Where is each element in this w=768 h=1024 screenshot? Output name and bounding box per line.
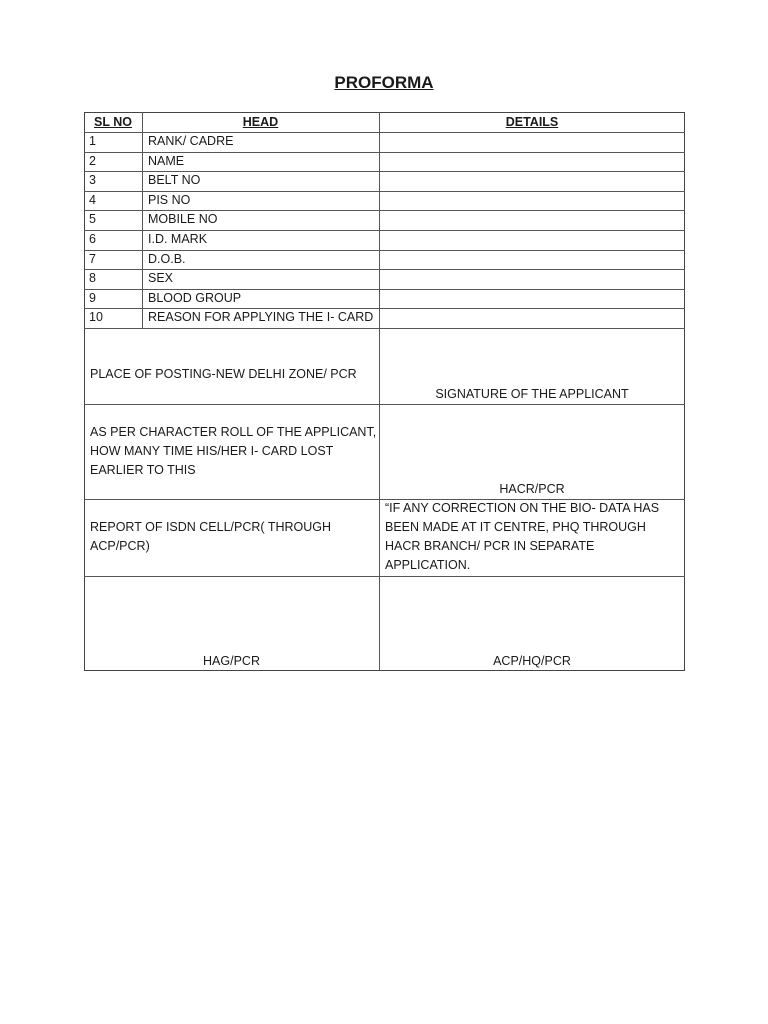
row-sl-no: 9 xyxy=(89,290,96,305)
column-divider xyxy=(142,112,143,328)
row-head: BLOOD GROUP xyxy=(148,290,242,305)
title-text: PROFORMA xyxy=(334,73,434,92)
row-sl-no: 3 xyxy=(89,173,96,188)
row-sl-no: 10 xyxy=(89,310,103,325)
character-roll-line: HOW MANY TIME HIS/HER I- CARD LOST xyxy=(90,444,334,458)
isdn-line: ACP/PCR) xyxy=(90,539,150,553)
row-sl-no: 4 xyxy=(89,192,96,207)
isdn-line: REPORT OF ISDN CELL/PCR( THROUGH xyxy=(90,520,332,534)
header-details: DETAILS xyxy=(505,115,559,129)
row-divider xyxy=(84,576,685,577)
row-sl-no: 7 xyxy=(89,251,96,266)
correction-line: “IF ANY CORRECTION ON THE BIO- DATA HAS xyxy=(385,501,660,515)
header-head: HEAD xyxy=(242,115,279,129)
row-head: NAME xyxy=(148,153,185,168)
row-details-field[interactable] xyxy=(380,152,684,171)
row-head: SEX xyxy=(148,271,174,286)
row-details-field[interactable] xyxy=(380,308,684,327)
character-roll-line: AS PER CHARACTER ROLL OF THE APPLICANT, xyxy=(90,425,377,439)
row-divider xyxy=(84,328,685,329)
row-sl-no: 6 xyxy=(89,232,96,246)
correction-line: BEEN MADE AT IT CENTRE, PHQ THROUGH xyxy=(385,520,646,534)
row-head: I.D. MARK xyxy=(148,232,208,246)
row-sl-no: 2 xyxy=(89,153,96,168)
row-head: REASON FOR APPLYING THE I- CARD xyxy=(148,310,374,325)
hag-label: HAG/PCR xyxy=(203,654,260,668)
signature-label: SIGNATURE OF THE APPLICANT xyxy=(435,387,629,401)
row-head: MOBILE NO xyxy=(148,212,218,227)
row-sl-no: 1 xyxy=(89,134,96,148)
page-title xyxy=(0,73,768,93)
posting-text: PLACE OF POSTING-NEW DELHI ZONE/ PCR xyxy=(90,367,357,381)
hacr-label: HACR/PCR xyxy=(499,482,565,496)
row-sl-no: 5 xyxy=(89,212,96,227)
character-roll-line: EARLIER TO THIS xyxy=(90,463,196,477)
row-details-field[interactable] xyxy=(380,210,684,229)
row-details-field[interactable] xyxy=(380,230,684,249)
row-details-field[interactable] xyxy=(380,191,684,210)
row-head: BELT NO xyxy=(148,173,201,188)
acp-hq-label: ACP/HQ/PCR xyxy=(493,654,571,668)
header-sl-no: SL NO xyxy=(94,115,132,129)
correction-line: HACR BRANCH/ PCR IN SEPARATE xyxy=(385,539,595,553)
row-details-field[interactable] xyxy=(380,289,684,308)
row-sl-no: 8 xyxy=(89,271,96,286)
row-head: PIS NO xyxy=(148,192,191,207)
correction-line: APPLICATION. xyxy=(385,558,471,572)
row-details-field[interactable] xyxy=(380,269,684,288)
row-head: RANK/ CADRE xyxy=(148,134,234,148)
row-head: D.O.B. xyxy=(148,251,186,266)
row-details-field[interactable] xyxy=(380,132,684,151)
row-details-field[interactable] xyxy=(380,171,684,190)
row-details-field[interactable] xyxy=(380,250,684,269)
